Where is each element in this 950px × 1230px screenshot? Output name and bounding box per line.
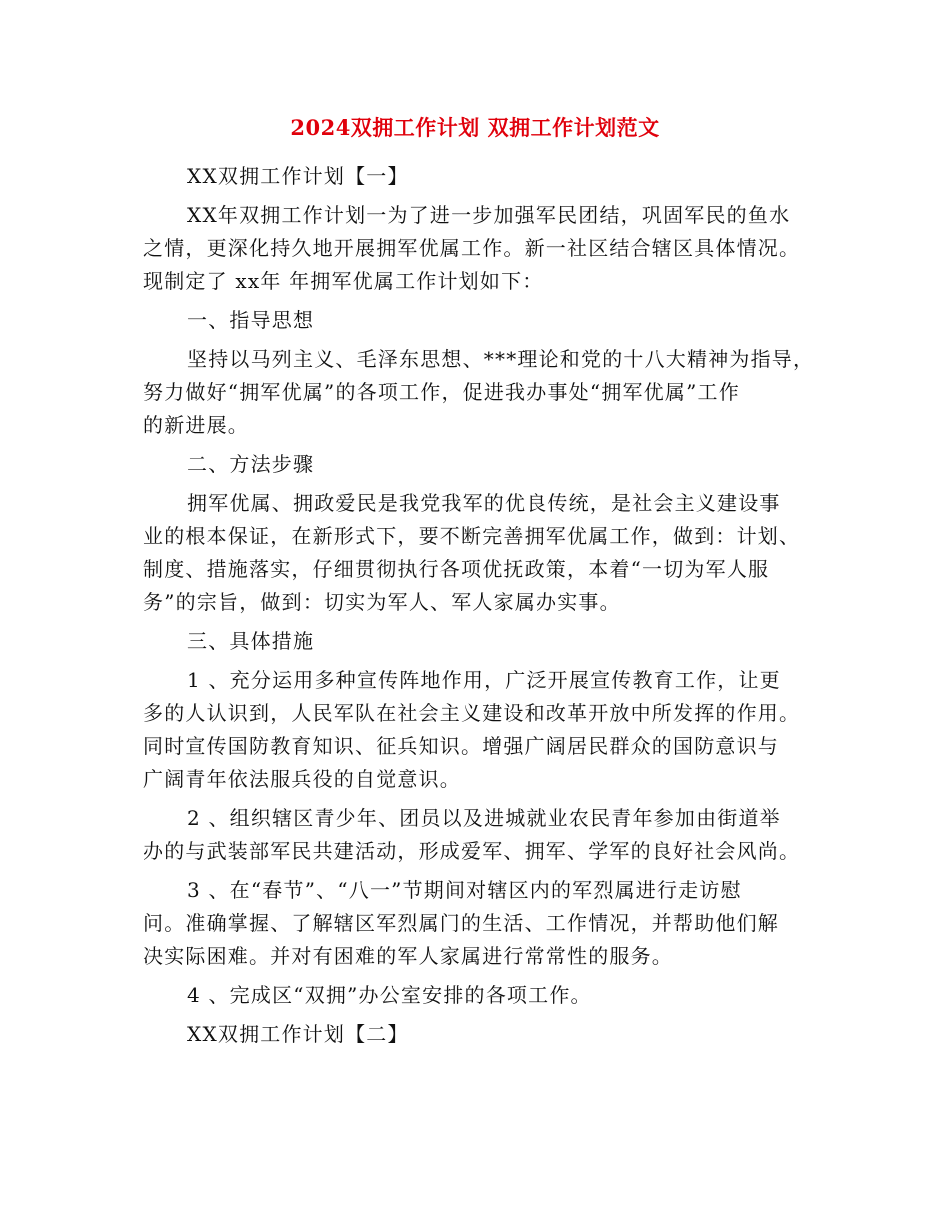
subheading-specific-measures: 三、具体措施 — [187, 629, 315, 653]
paragraph-line: 广阔青年依法服兵役的自觉意识。 — [143, 767, 461, 791]
document-title: 2024双拥工作计划 双拥工作计划范文 — [290, 115, 660, 140]
paragraph-line: 务”的宗旨，做到：切实为军人、军人家属办实事。 — [143, 590, 621, 614]
paragraph-line: 3 、在“春节”、“八一”节期间对辖区内的军烈属进行走访慰 — [187, 878, 742, 902]
paragraph-line: 多的人认识到，人民军队在社会主义建设和改革开放中所发挥的作用。 — [143, 701, 801, 725]
paragraph-line: 决实际困难。并对有困难的军人家属进行常常性的服务。 — [143, 944, 673, 968]
paragraph-line: 制度、措施落实，仔细贯彻执行各项优抚政策，本着“一切为军人服 — [143, 557, 770, 581]
document-body — [143, 160, 823, 1051]
subheading-method-steps: 二、方法步骤 — [187, 452, 315, 476]
section-heading-plan-2: XX双拥工作计划【二】 — [187, 1022, 409, 1046]
paragraph-line: 1 、充分运用多种宣传阵地作用，广泛开展宣传教育工作，让更 — [187, 668, 781, 692]
paragraph-line: 坚持以马列主义、毛泽东思想、***理论和党的十八大精神为指导， — [187, 347, 815, 371]
paragraph-line: 现制定了 xx年 年拥军优属工作计划如下： — [143, 269, 544, 293]
paragraph-line: 同时宣传国防教育知识、征兵知识。增强广阔居民群众的国防意识与 — [143, 734, 779, 758]
paragraph-line: 2 、组织辖区青少年、团员以及进城就业农民青年参加由街道举 — [187, 806, 781, 830]
paragraph-line: 拥军优属、拥政爱民是我党我军的优良传统，是社会主义建设事 — [187, 491, 781, 515]
subheading-guiding-thought: 一、指导思想 — [187, 308, 315, 332]
paragraph-line: 4 、完成区“双拥”办公室安排的各项工作。 — [187, 983, 592, 1007]
section-heading-plan-1: XX双拥工作计划【一】 — [187, 164, 409, 188]
paragraph-line: 之情，更深化持久地开展拥军优属工作。新一社区结合辖区具体情况。 — [143, 236, 801, 260]
paragraph-line: 业的根本保证，在新形式下，要不断完善拥军优属工作，做到：计划、 — [143, 524, 801, 548]
paragraph-line: 努力做好“拥军优属”的各项工作，促进我办事处“拥军优属”工作 — [143, 380, 740, 404]
paragraph-line: 问。准确掌握、了解辖区军烈属门的生活、工作情况，并帮助他们解 — [143, 911, 779, 935]
paragraph-line: 办的与武装部军民共建活动，形成爱军、拥军、学军的良好社会风尚。 — [143, 839, 801, 863]
paragraph-line: XX年双拥工作计划一为了进一步加强军民团结，巩固军民的鱼水 — [187, 203, 791, 227]
paragraph-line: 的新进展。 — [143, 413, 249, 437]
